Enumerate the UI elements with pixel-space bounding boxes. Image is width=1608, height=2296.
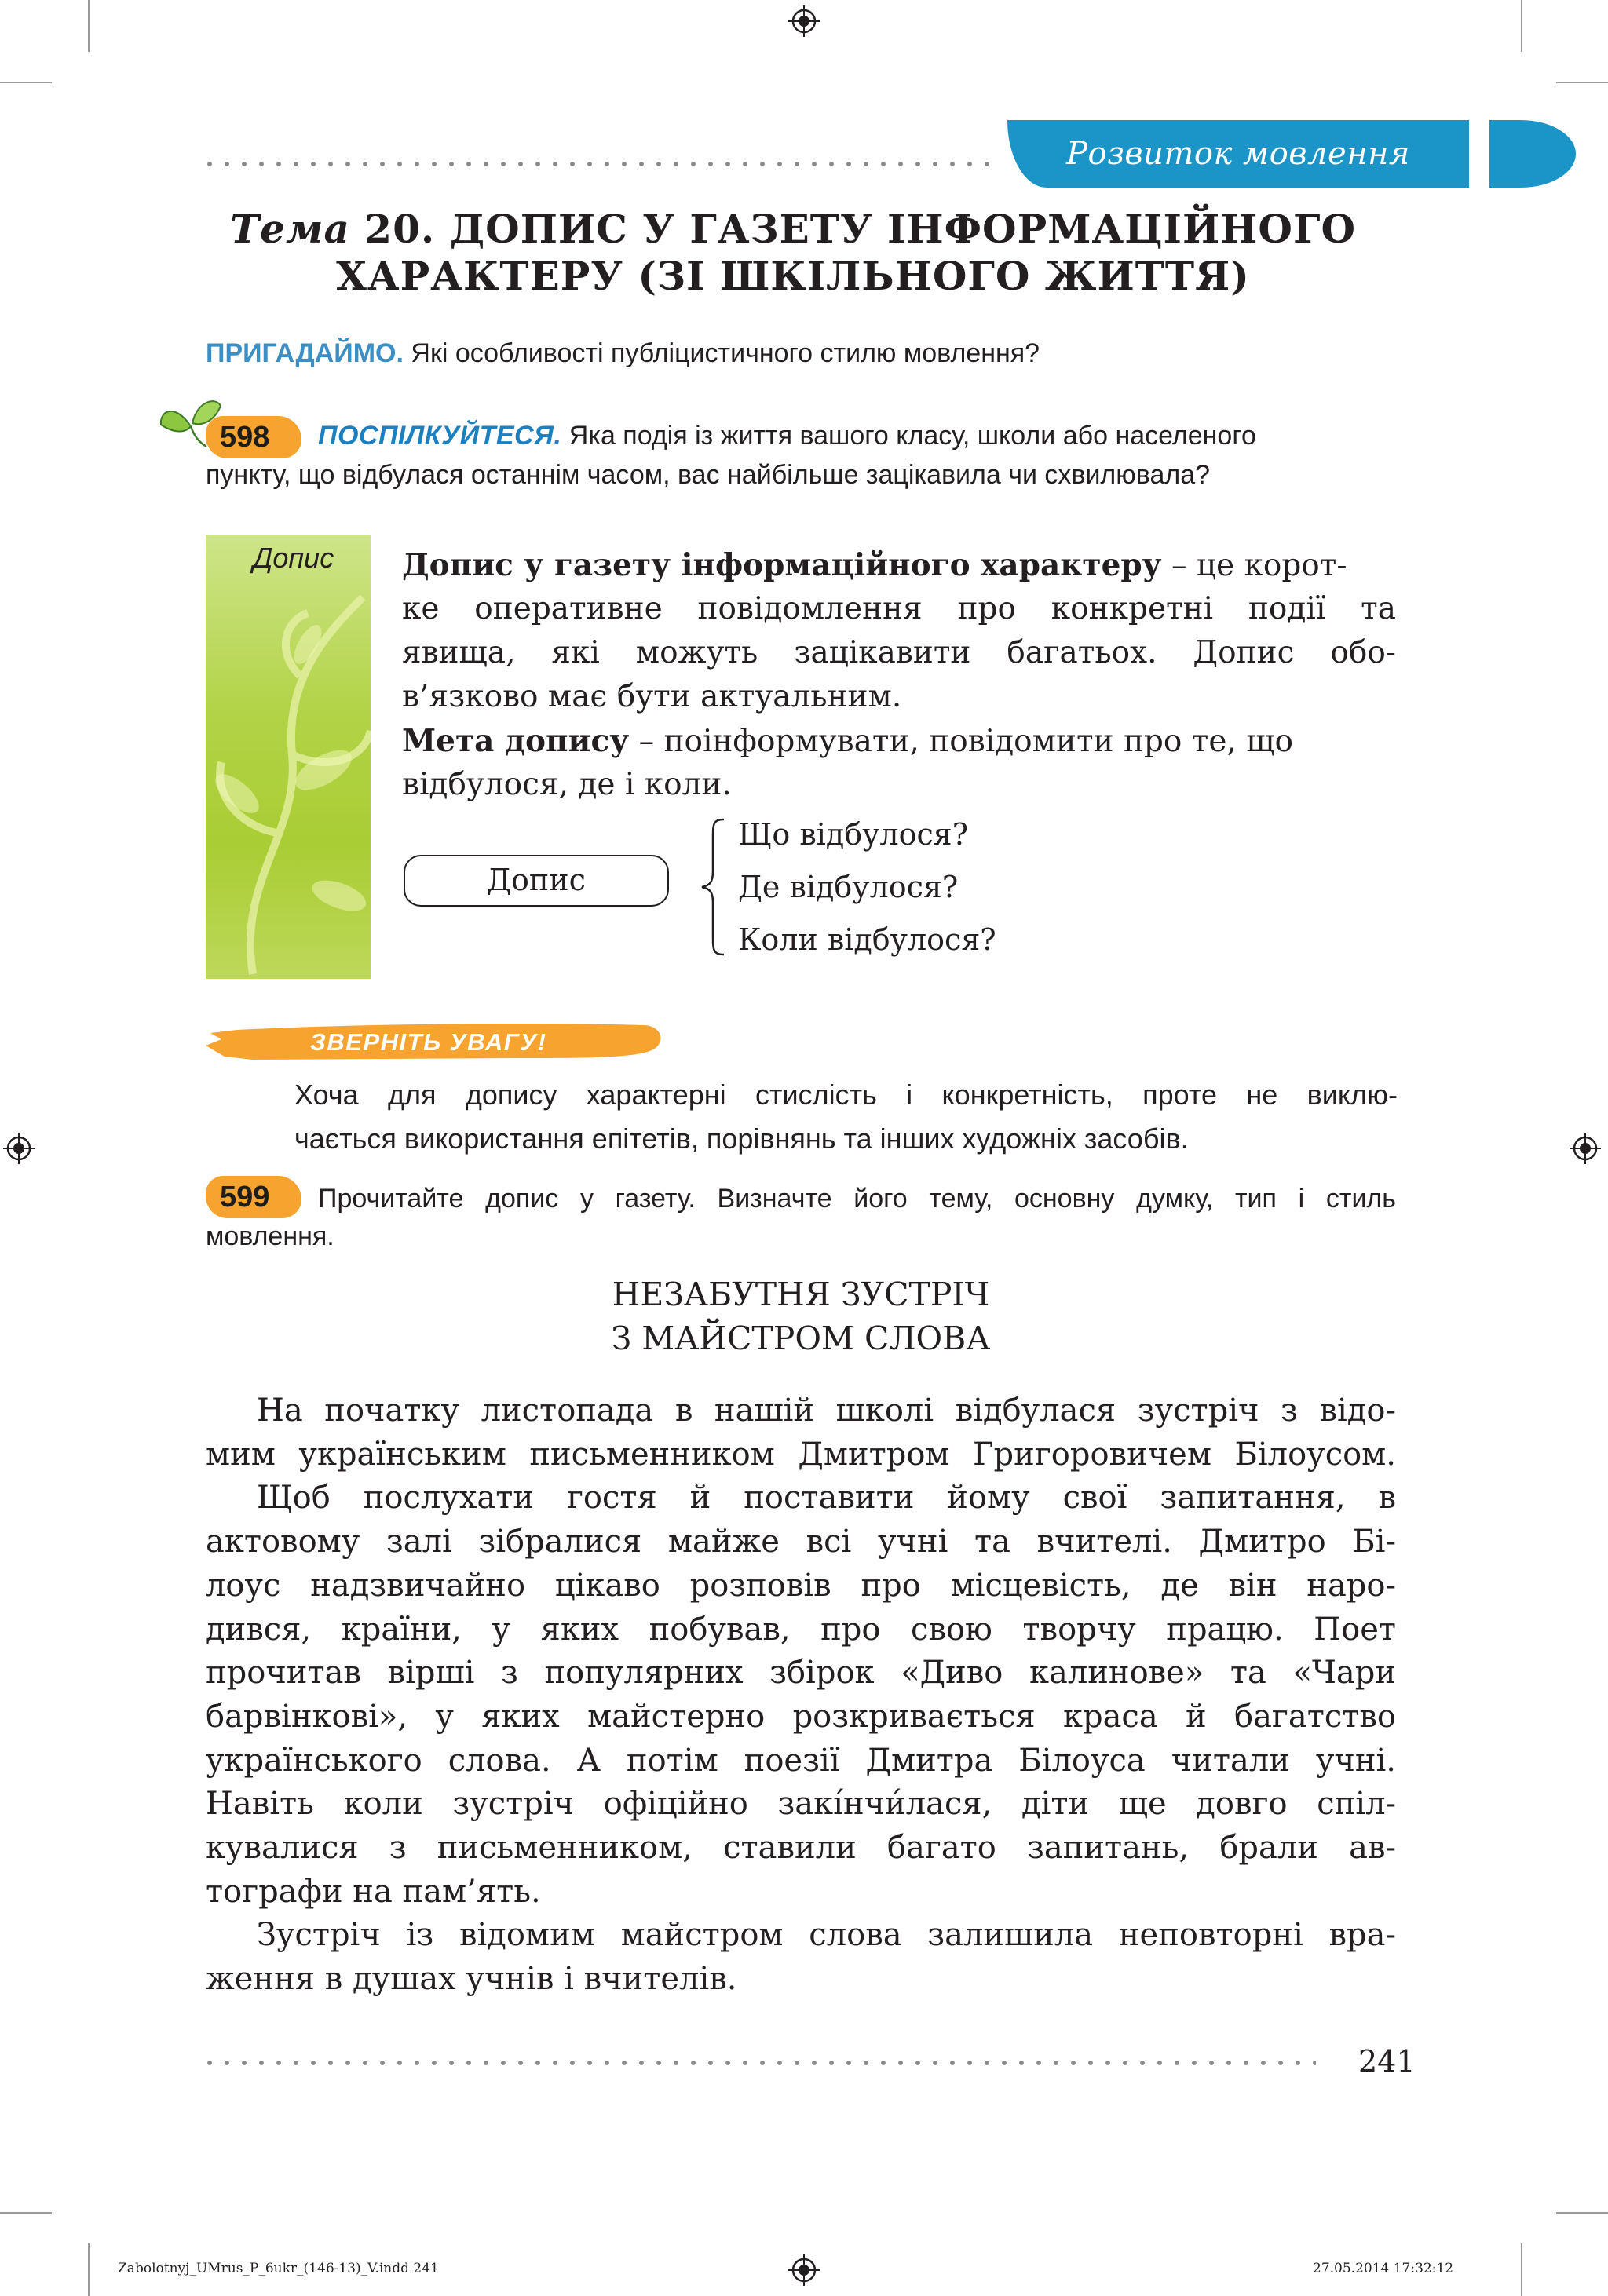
- registration-mark-icon: [1570, 1133, 1601, 1164]
- definition-line6: відбулося, де і коли.: [402, 767, 732, 802]
- article-line: ження в душах учнів і вчителів.: [206, 1961, 737, 1998]
- article-line: кувалися з письменником, ставили багато запитань, брали ав-: [206, 1830, 1396, 1867]
- topic-word: Тема: [229, 206, 350, 252]
- slug-file: Zabolotnyj_UMrus_P_6ukr_(146-13)_V.indd 241: [118, 2261, 439, 2276]
- curly-brace-icon: [697, 816, 729, 958]
- article-line: українського слова. А потім поезії Дмитра Білоуса читали учні.: [206, 1742, 1396, 1779]
- scheme-question: Де відбулося?: [738, 870, 959, 904]
- header-dotted-rule: [201, 161, 998, 167]
- definition-line4: в’язково має бути актуальним.: [402, 679, 902, 714]
- registration-mark-icon: [788, 2254, 820, 2286]
- trim-mark: [1556, 82, 1608, 83]
- definition-line2: ке оперативне повідомлення про конкретні події та: [402, 591, 1396, 626]
- registration-mark-icon: [788, 5, 820, 37]
- article-line: Зустріч із відомим майстром слова залишила неповторні вра-: [257, 1917, 1396, 1954]
- scheme-label: Допис: [404, 855, 669, 907]
- attention-line1: Хоча для допису характерні стислість і конкретність, проте не виклю-: [294, 1079, 1398, 1111]
- article-line: тографи на пам’ять.: [206, 1873, 541, 1910]
- exercise-599-line2: мовлення.: [206, 1221, 334, 1251]
- trim-mark: [1521, 0, 1522, 52]
- page-number: 241: [1358, 2044, 1416, 2079]
- definition-line1: [402, 543, 1396, 588]
- article-line: актовому залі зібралися майже всі учні та вчителі. Дмитро Бі-: [206, 1524, 1396, 1560]
- trim-mark: [0, 82, 52, 83]
- exercise-598-keyword: ПОСПІЛКУЙТЕСЯ.: [318, 421, 562, 451]
- article-body: [206, 1389, 1396, 2002]
- scheme-question: Коли відбулося?: [738, 922, 996, 957]
- exercise-599-number: 599: [206, 1176, 302, 1218]
- article-title-line1: НЕЗАБУТНЯ ЗУСТРІЧ: [612, 1276, 990, 1313]
- attention-line2: чається використання епітетів, порівнянь та інших художніх засобів.: [294, 1122, 1189, 1155]
- section-tab-cap: [1489, 120, 1576, 188]
- recall-label: ПРИГАДАЙМО.: [206, 338, 404, 368]
- recall-prompt: [206, 336, 1040, 370]
- article-line: лоус надзвичайно цікаво розповів про місцевість, де він наро-: [206, 1567, 1396, 1604]
- trim-mark: [88, 2243, 90, 2296]
- slug-date: 27.05.2014 17:32:12: [1313, 2261, 1454, 2276]
- topic-title: [188, 206, 1398, 300]
- article-line: мим українським письменником Дмитром Григоровичем Білоусом.: [206, 1436, 1396, 1473]
- footer-dotted-rule: [201, 2060, 1316, 2066]
- trim-mark: [0, 2212, 52, 2214]
- goal-term: Мета допису: [402, 723, 630, 759]
- article-title-line2: З МАЙСТРОМ СЛОВА: [611, 1320, 991, 1357]
- exercise-598-number: 598: [206, 416, 302, 458]
- definition-line1-rest: – це корот-: [1161, 548, 1347, 583]
- attention-note: [294, 1073, 1398, 1161]
- article-line: Навіть коли зустріч офіційно закі́нчи́лася, діти ще довго спіл-: [206, 1786, 1396, 1823]
- topic-title-line2: ХАРАКТЕРУ (ЗІ ШКІЛЬНОГО ЖИТТЯ): [336, 253, 1250, 299]
- definition-term: Допис у газету інформаційного характеру: [402, 547, 1162, 583]
- trim-mark: [1521, 2243, 1522, 2296]
- side-label: Допис: [253, 542, 334, 574]
- registration-mark-icon: [3, 1133, 35, 1164]
- trim-mark: [88, 0, 90, 52]
- floral-ornament-icon: [206, 535, 371, 979]
- definition-line5: [402, 719, 1396, 764]
- article-title: [424, 1272, 1178, 1360]
- article-line: барвінкові», у яких майстерно розкривається краса й багатство: [206, 1698, 1396, 1735]
- scheme-question: Що відбулося?: [738, 817, 969, 852]
- exercise-598-text: [318, 416, 1396, 455]
- topic-title-line1: 20. ДОПИС У ГАЗЕТУ ІНФОРМАЦІЙНОГО: [349, 206, 1357, 252]
- recall-text: Які особливості публіцистичного стилю мовлення?: [403, 338, 1040, 368]
- trim-mark: [1556, 2212, 1608, 2214]
- attention-tag: ЗВЕРНІТЬ УВАГУ!: [310, 1028, 547, 1056]
- exercise-598-line2: пункту, що відбулася останнім часом, вас найбільше зацікавила чи схвилювала?: [206, 460, 1211, 490]
- exercise-598-line1: Яка подія із життя вашого класу, школи або населеного: [561, 421, 1256, 451]
- article-line: дився, країни, у яких побував, про свою творчу працю. Поет: [206, 1611, 1396, 1648]
- definition-side-panel: [206, 535, 371, 979]
- exercise-599-line1: Прочитайте допис у газету. Визначте його тему, основну думку, тип і стиль: [318, 1184, 1396, 1214]
- definition-line5-rest: – поінформувати, повідомити про те, що: [629, 724, 1293, 759]
- section-tab-label: Розвиток мовлення: [1066, 136, 1410, 172]
- article-line: На початку листопада в нашій школі відбулася зустріч з відо-: [257, 1393, 1396, 1429]
- definition-line3: явища, які можуть зацікавити багатьох. Допис обо-: [402, 635, 1396, 670]
- article-line: Щоб послухати гостя й поставити йому свої запитання, в: [257, 1480, 1396, 1517]
- article-line: прочитав вірші з популярних збірок «Диво калинове» та «Чари: [206, 1655, 1396, 1692]
